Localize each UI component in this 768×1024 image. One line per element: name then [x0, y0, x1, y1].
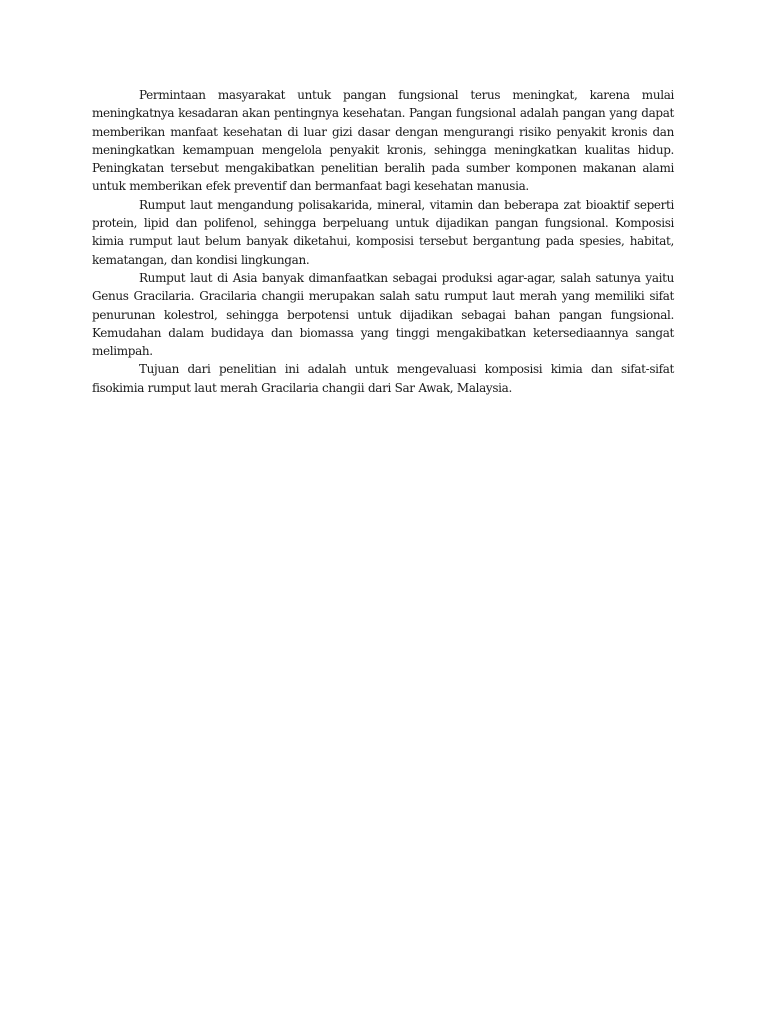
paragraph-4: Tujuan dari penelitian ini adalah untuk mengevaluasi komposisi kimia dan sifat-sifat fisokimia rumput laut merah Gracilaria changii dari Sar Awak, Malaysia.: [92, 362, 674, 395]
paragraph-3: Rumput laut di Asia banyak dimanfaatkan sebagai produksi agar-agar, salah satunya yaitu Genus Gracilaria. Gracilaria changii merupakan salah satu rumput laut merah yang memiliki sifat penurunan kolestrol, sehingga berpotensi untuk dijadikan sebagai bahan pangan fungsional. Kemudahan dalam budidaya dan biomassa yang tinggi mengakibatkan ketersediaannya sangat melimpah.: [92, 270, 674, 359]
body-text: [92, 86, 674, 397]
paragraph-1: Permintaan masyarakat untuk pangan fungsional terus meningkat, karena mulai meningkatnya kesadaran akan pentingnya kesehatan. Pangan fungsional adalah pangan yang dapat memberikan manfaat kesehatan di luar gizi dasar dengan mengurangi risiko penyakit kronis dan meningkatkan kemampuan mengelola penyakit kronis, sehingga meningkatkan kualitas hidup. Peningkatan tersebut mengakibatkan penelitian beralih pada sumber komponen makanan alami untuk memberikan efek preventif dan bermanfaat bagi kesehatan manusia.: [92, 88, 674, 194]
paragraph-2: Rumput laut mengandung polisakarida, mineral, vitamin dan beberapa zat bioaktif seperti protein, lipid dan polifenol, sehingga berpeluang untuk dijadikan pangan fungsional. Komposisi kimia rumput laut belum banyak diketahui, komposisi tersebut bergantung pada spesies, habitat, kematangan, dan kondisi lingkungan.: [92, 197, 674, 267]
